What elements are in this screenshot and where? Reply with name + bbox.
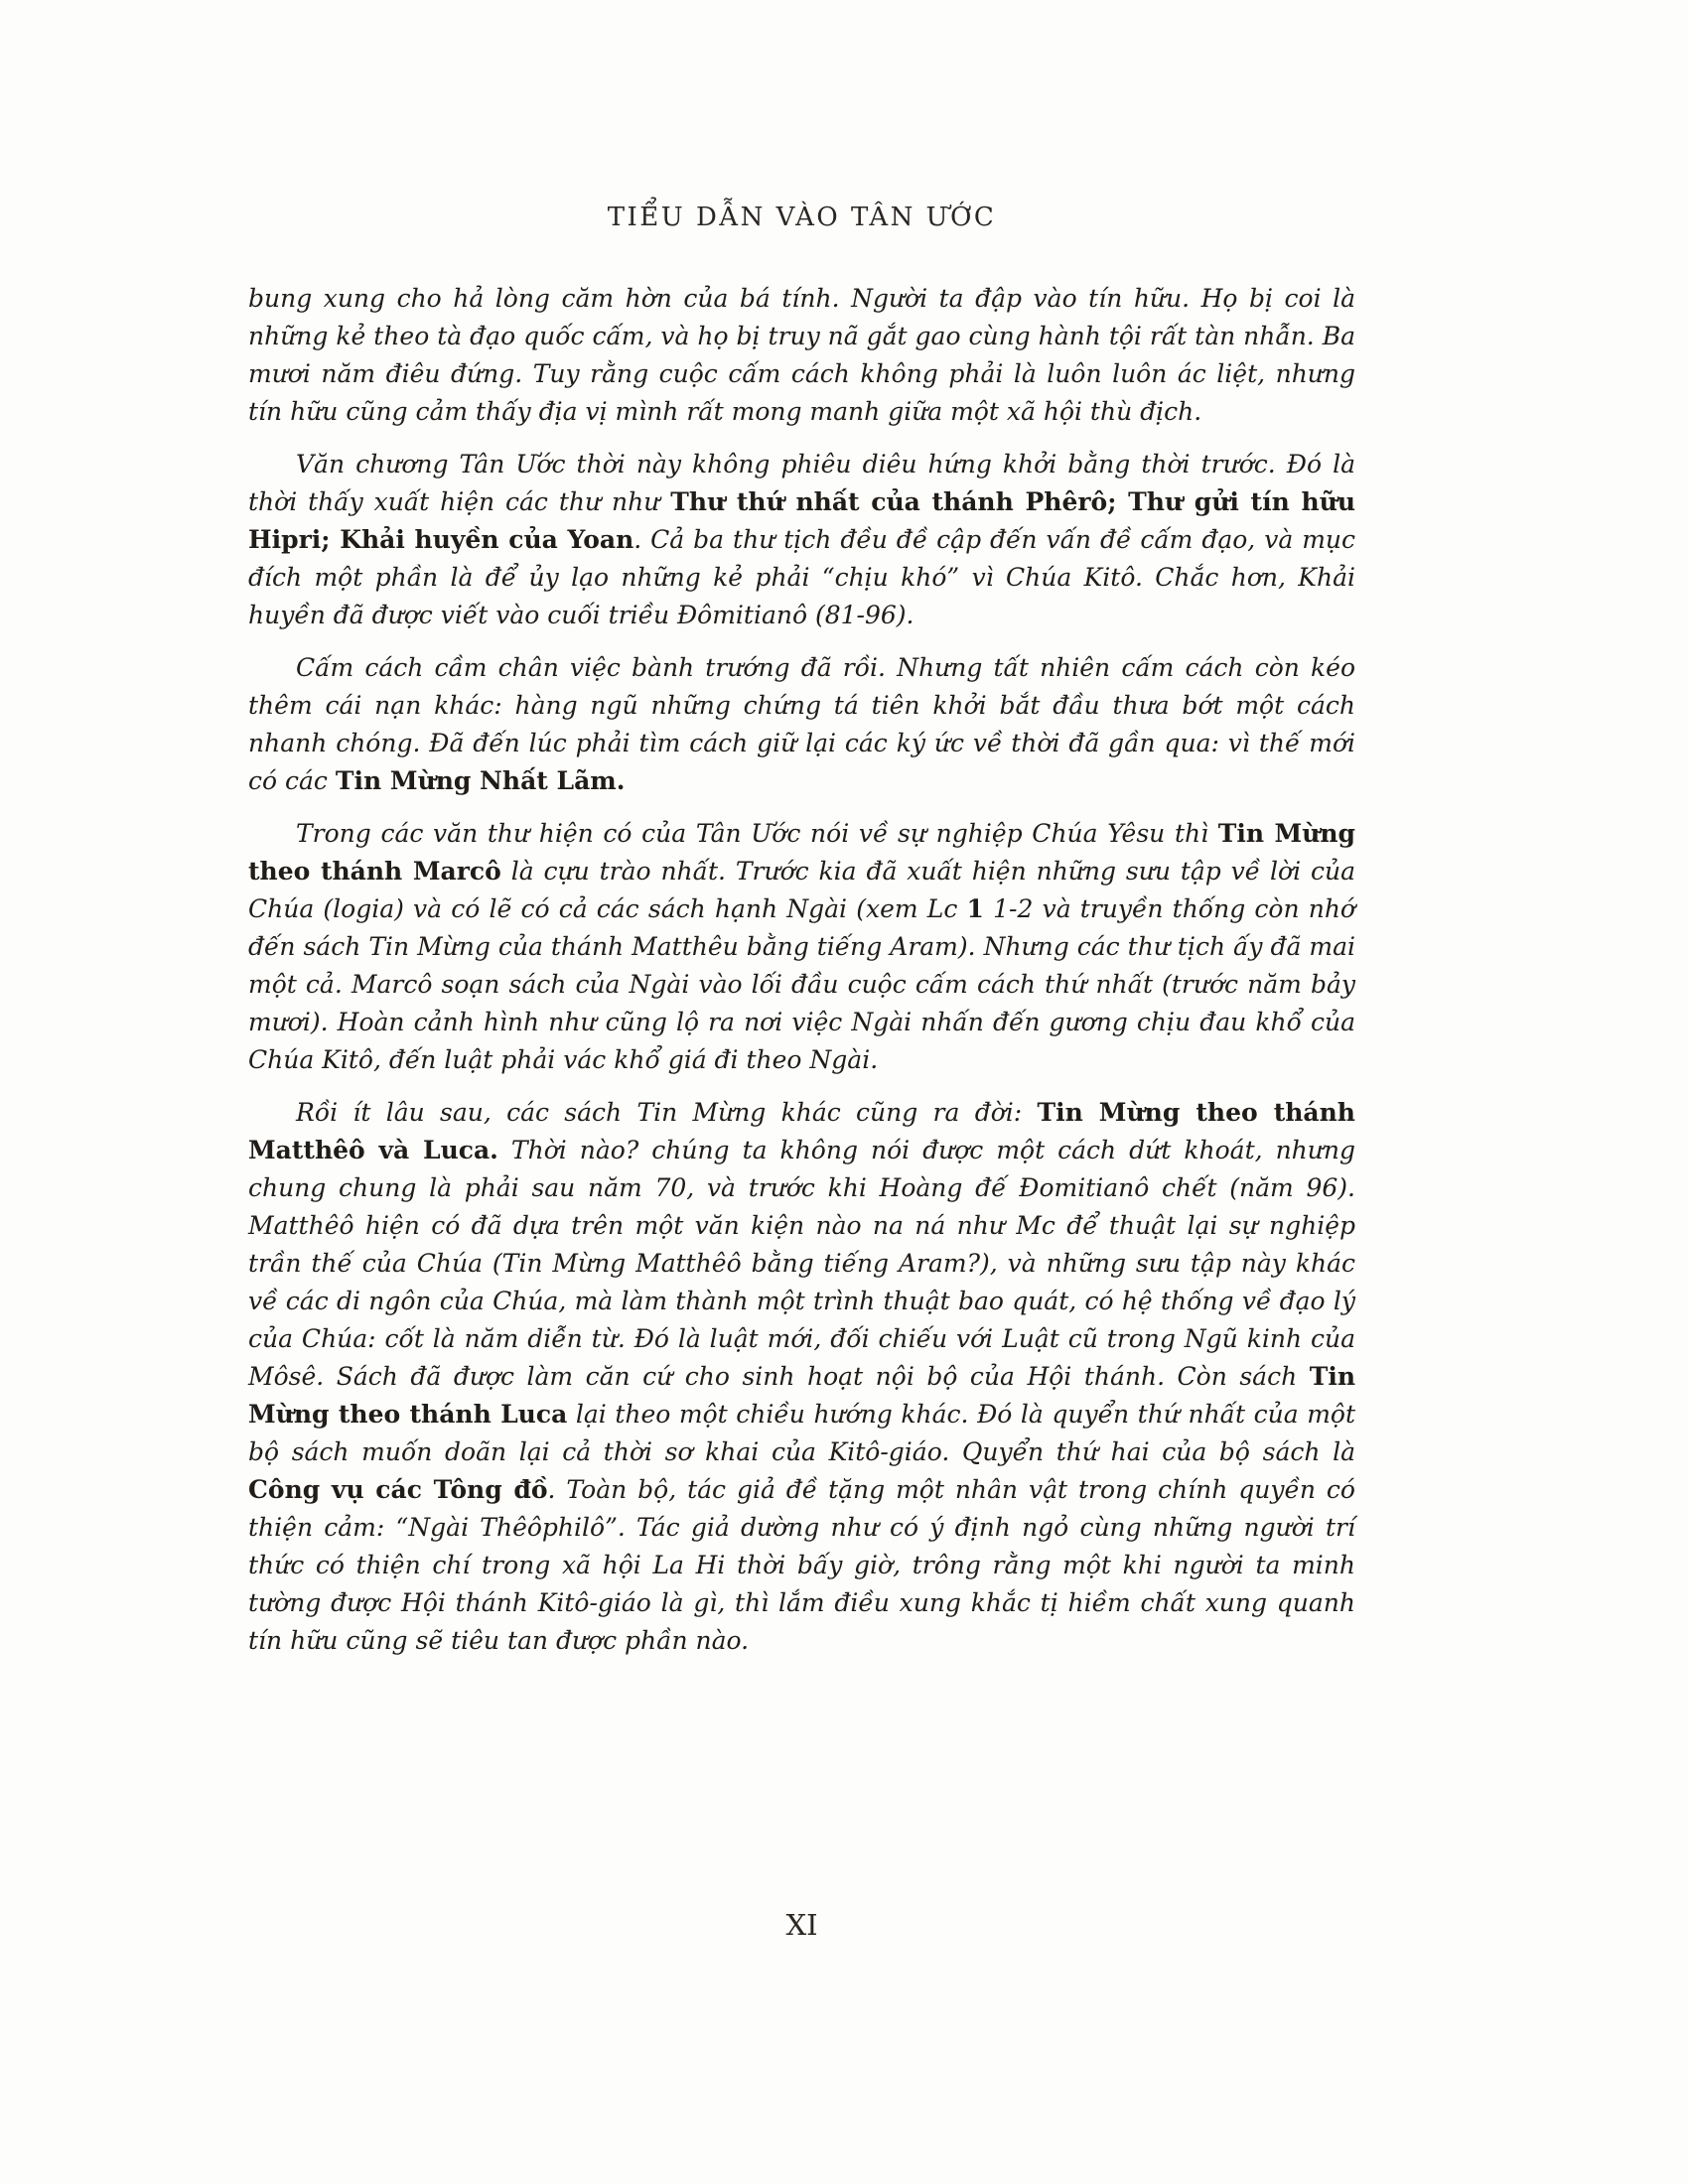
bold-text-run: Thư thứ nhất của thánh Phêrô; Thư gửi tín hữu Hipri; Khải huyền của Yoan [248,487,1355,554]
body-text-run: lại theo một chiều hướng khác. Đó là quyển thứ nhất của một bộ sách muốn doãn lại cả thời sơ khai của Kitô-giáo. Quyển thứ hai của bộ sách là [248,1400,1356,1466]
bold-text-run: Công vụ các Tông đồ [248,1475,548,1504]
body-text-run: bung xung cho hả lòng căm hờn của bá tính. Người ta đập vào tín hữu. Họ bị coi là những kẻ theo tà đạo quốc cấm, và họ bị truy nã gắt gao cùng hành tội rất tàn nhẫn. Ba mươi năm điêu đứng. Tuy rằng cuộc cấm cách không phải là luôn luôn ác liệt, nhưng tín hữu cũng cảm thấy địa vị mình rất mong manh giữa một xã hội thù địch. [248,284,1355,426]
body-text-run: Thời nào? chúng ta không nói được một cách dứt khoát, nhưng chung chung là phải sau năm 70, và trước khi Hoàng đế Đomitianô chết (năm 96). Matthêô hiện có đã dựa trên một văn kiện nào na ná như Mc để thuật lại sự nghiệp trần thế của Chúa (Tin Mừng Matthêô bằng tiếng Aram?), và những sưu tập này khác về các di ngôn của Chúa, mà làm thành một trình thuật bao quát, có hệ thống về đạo lý của Chúa: cốt là năm diễn từ. Đó là luật mới, đối chiếu với Luật cũ trong Ngũ kinh của Môsê. Sách đã được làm căn cứ cho sinh hoạt nội bộ của Hội thánh. Còn sách [248,1136,1355,1391]
body-text [248,280,1355,1675]
body-text-run: là cựu trào nhất. Trước kia đã xuất hiện những sưu tập về lời của Chúa (logia) và có lẽ có cả các sách hạnh Ngài (xem Lc [248,857,1355,923]
body-text-run: . Toàn bộ, tác giả đề tặng một nhân vật trong chính quyền có thiện cảm: “Ngài Thêôphilô”. Tác giả dường như có ý định ngỏ cùng những người trí thức có thiện chí trong xã hội La Hi thời bấy giờ, trông rằng một khi người ta minh tường được Hội thánh Kitô-giáo là gì, thì lắm điều xung khắc tị hiềm chất xung quanh tín hữu cũng sẽ tiêu tan được phần nào. [248,1475,1355,1655]
bold-text-run: Tin Mừng theo thánh Matthêô và Luca. [248,1098,1355,1164]
page-header: TIỂU DẪN VÀO TÂN ƯỚC [607,203,997,232]
body-text-run: Cấm cách cầm chân việc bành trướng đã rồi. Nhưng tất nhiên cấm cách còn kéo thêm cái nạn khác: hàng ngũ những chứng tá tiên khởi bắt đầu thưa bớt một cách nhanh chóng. Đã đến lúc phải tìm cách giữ lại các ký ức về thời đã gần qua: vì thế mới có các [248,653,1355,795]
body-text-run: Rồi ít lâu sau, các sách Tin Mừng khác cũng ra đời: [296,1098,1038,1127]
bold-text-run: Tin Mừng theo thánh Marcô [248,819,1355,886]
paragraph [248,649,1355,800]
paragraph [248,446,1355,634]
body-text-run: . Cả ba thư tịch đều đề cập đến vấn đề cấm đạo, và mục đích một phần là để ủy lạo những kẻ phải “chịu khó” vì Chúa Kitô. Chắc hơn, Khải huyền đã được viết vào cuối triều Đômitianô (81-96). [248,525,1355,629]
bold-text-run: 1 [966,894,984,923]
body-text-run: Trong các văn thư hiện có của Tân Ước nói về sự nghiệp Chúa Yêsu thì [296,819,1218,848]
paragraph [248,1094,1355,1660]
bold-text-run: Tin Mừng Nhất Lãm. [335,766,626,795]
body-text-run: 1-2 và truyền thống còn nhớ đến sách Tin Mừng của thánh Matthêu bằng tiếng Aram). Nhưng các thư tịch ấy đã mai một cả. Marcô soạn sách của Ngài vào lối đầu cuộc cấm cách thứ nhất (trước năm bảy mươi). Hoàn cảnh hình như cũng lộ ra nơi việc Ngài nhấn đến gương chịu đau khổ của Chúa Kitô, đến luật phải vác khổ giá đi theo Ngài. [248,894,1355,1074]
paragraph [248,815,1355,1079]
body-text-run: Văn chương Tân Ước thời này không phiêu diêu hứng khởi bằng thời trước. Đó là thời thấy xuất hiện các thư như [248,450,1355,516]
bold-text-run: Tin Mừng theo thánh Luca [248,1362,1355,1429]
page-number: XI [785,1908,818,1942]
paragraph [248,280,1355,431]
